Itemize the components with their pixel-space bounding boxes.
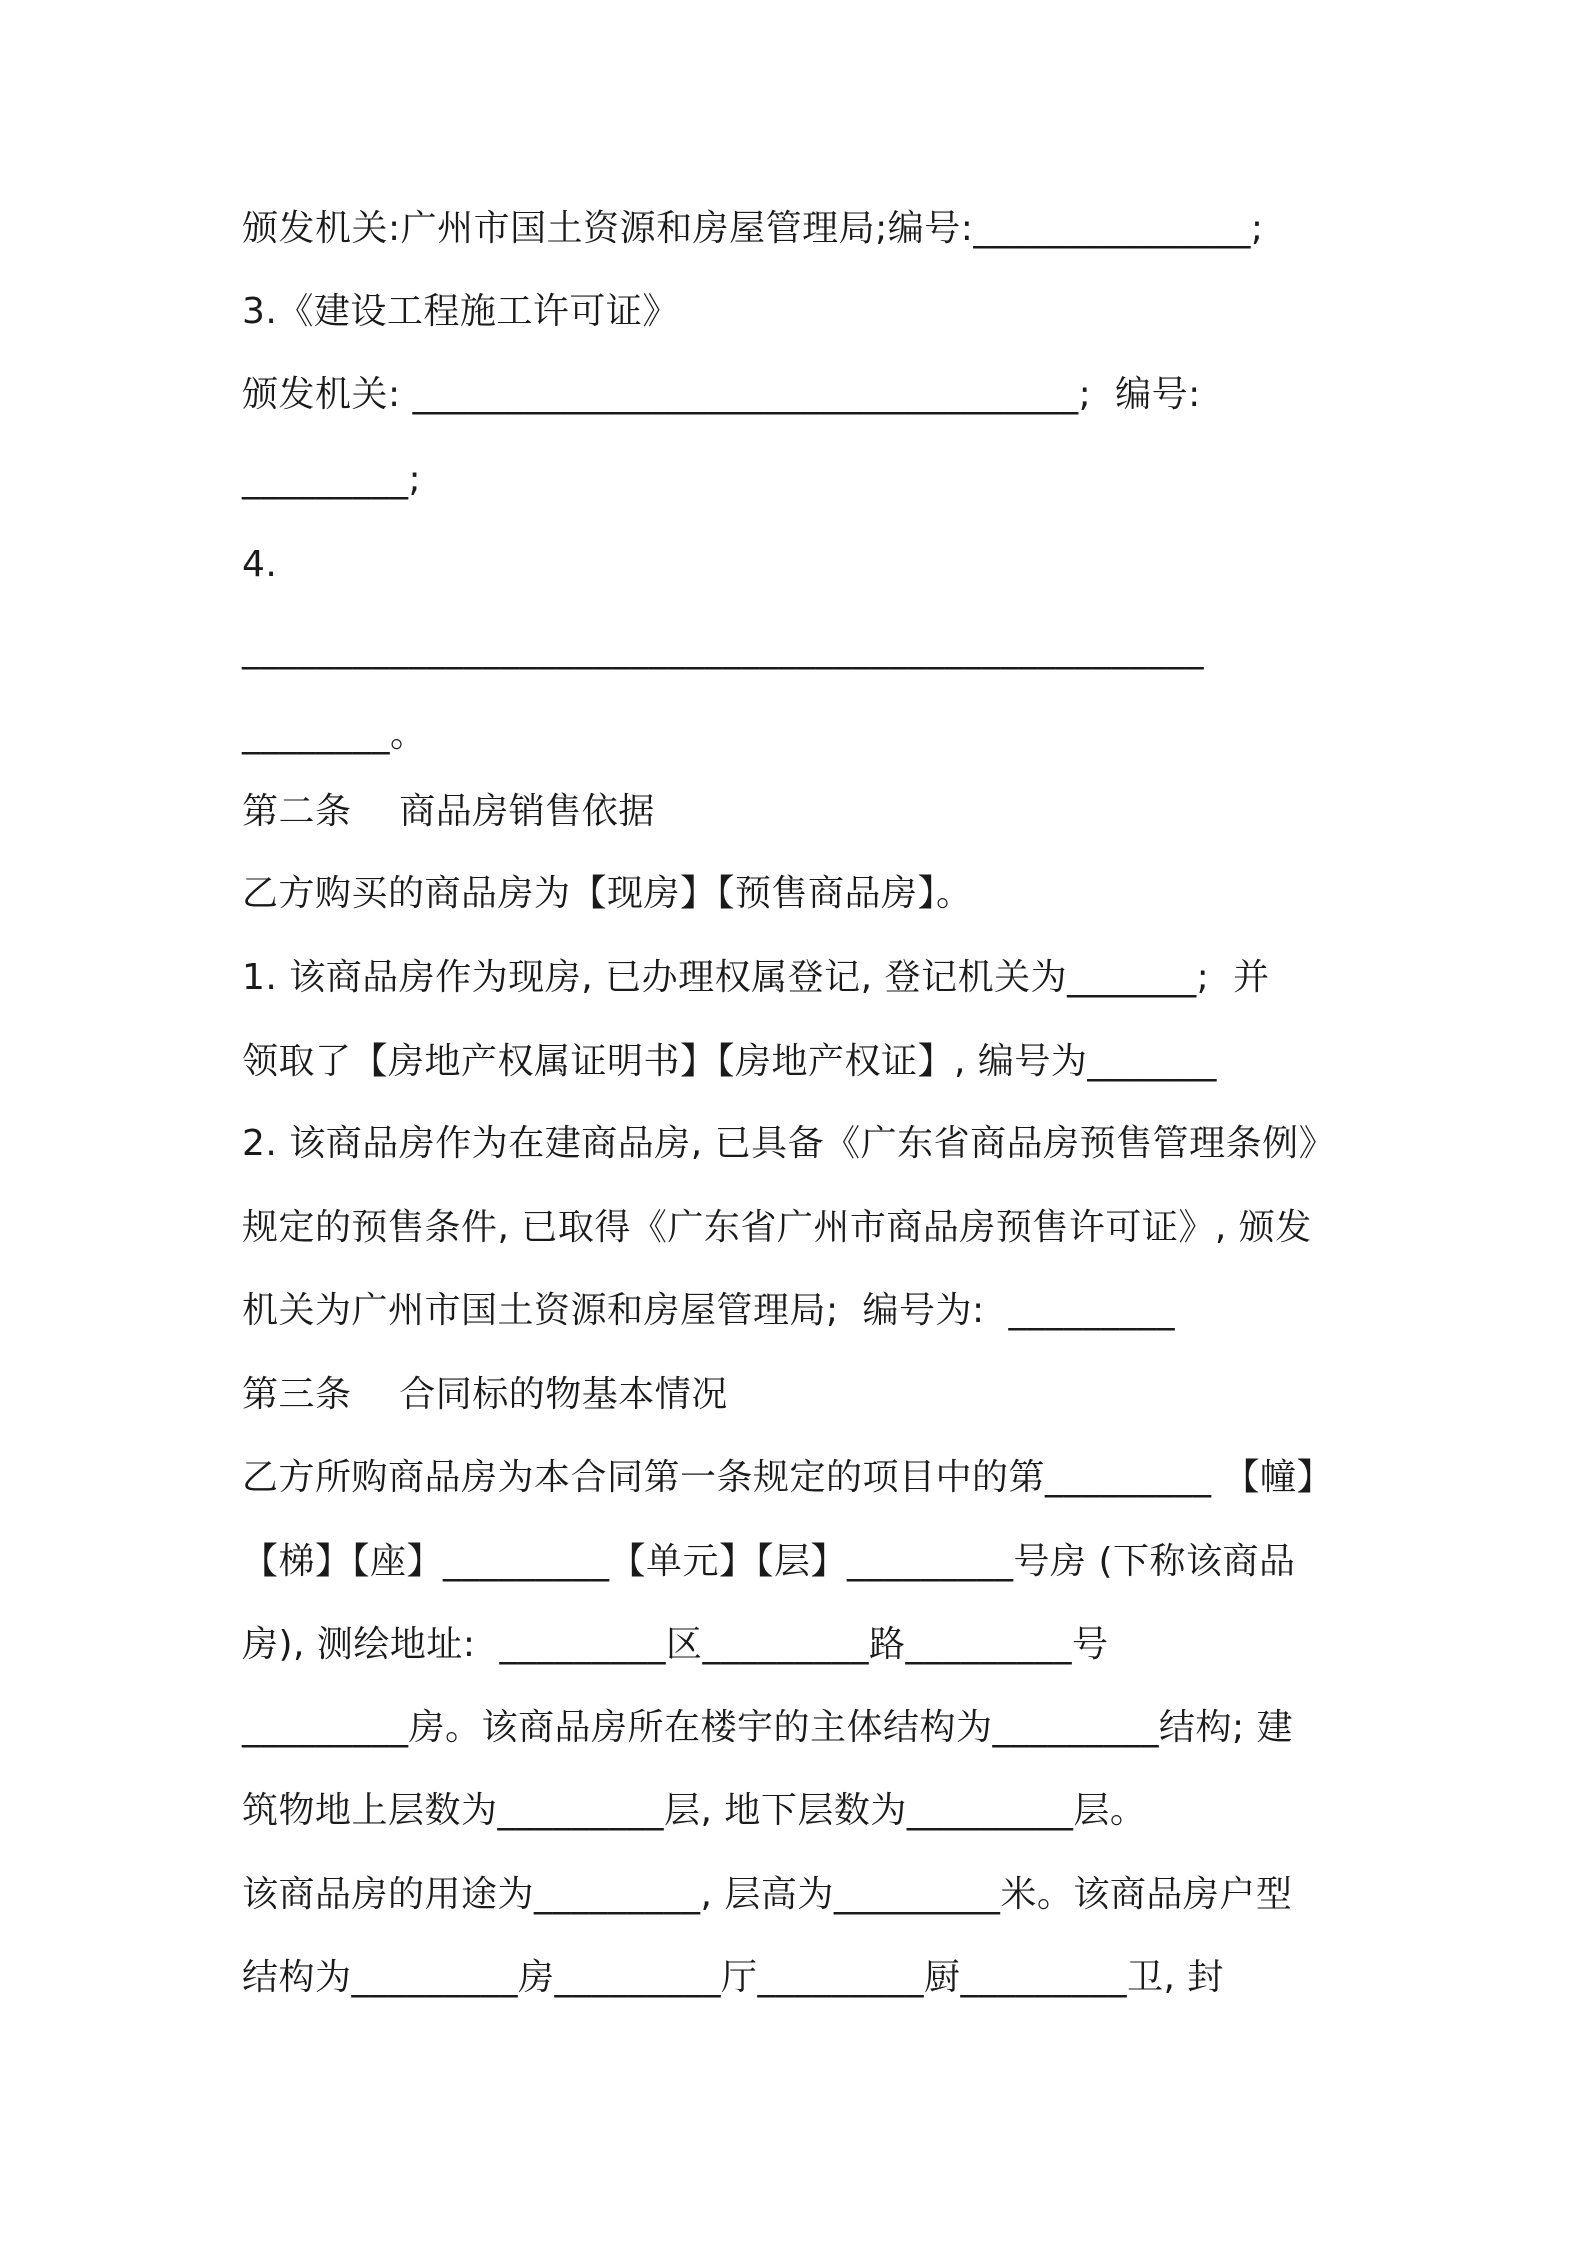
article-2-clause-1-line-1: 1. 该商品房作为现房, 已办理权属登记, 登记机关为_______; 并: [242, 957, 1270, 998]
issuing-authority-line: 颁发机关:广州市国土资源和房屋管理局;编号:_______________;: [242, 208, 1264, 249]
article-3-line-4: _________房。该商品房所在楼宇的主体结构为_________结构; 建: [242, 1707, 1294, 1748]
article-3-line-2: 【梯】【座】_________【单元】【层】_________号房 (下称该商品: [242, 1541, 1296, 1582]
article-2-clause-2-line-3: 机关为广州市国土资源和房屋管理局; 编号为: _________: [242, 1290, 1176, 1331]
article-3-heading: 第三条 合同标的物基本情况: [242, 1374, 728, 1415]
article-3-line-7: 结构为_________房_________厅_________厨_________卫, 封: [242, 1957, 1224, 1998]
article-2-clause-2-line-2: 规定的预售条件, 已取得《广东省广州市商品房预售许可证》, 颁发: [242, 1207, 1312, 1248]
article-2-intro: 乙方购买的商品房为【现房】【预售商品房】。: [242, 873, 973, 914]
construction-permit-number-blank: _________;: [242, 459, 422, 500]
article-2-clause-2-line-1: 2. 该商品房作为在建商品房, 已具备《广东省商品房预售管理条例》: [242, 1123, 1336, 1164]
construction-permit-heading: 3.《建设工程施工许可证》: [242, 291, 679, 332]
article-3-line-1: 乙方所购商品房为本合同第一条规定的项目中的第_________ 【幢】: [242, 1457, 1333, 1498]
construction-permit-authority-line: 颁发机关: ____________________________________; 编号:: [242, 374, 1201, 415]
item-4-label: 4.: [242, 544, 278, 585]
article-2-clause-1-line-2: 领取了【房地产权属证明书】【房地产权证】, 编号为_______: [242, 1041, 1217, 1082]
item-4-blank-line: ____________________________________________________: [242, 629, 1204, 670]
article-3-line-6: 该商品房的用途为_________, 层高为_________米。该商品房户型: [242, 1874, 1293, 1915]
article-3-line-3: 房), 测绘地址: _________区_________路_________号: [242, 1624, 1109, 1665]
article-2-heading: 第二条 商品房销售依据: [242, 791, 655, 832]
article-3-line-5: 筑物地上层数为_________层, 地下层数为_________层。: [242, 1790, 1147, 1831]
item-4-blank-end: ________。: [242, 714, 427, 755]
